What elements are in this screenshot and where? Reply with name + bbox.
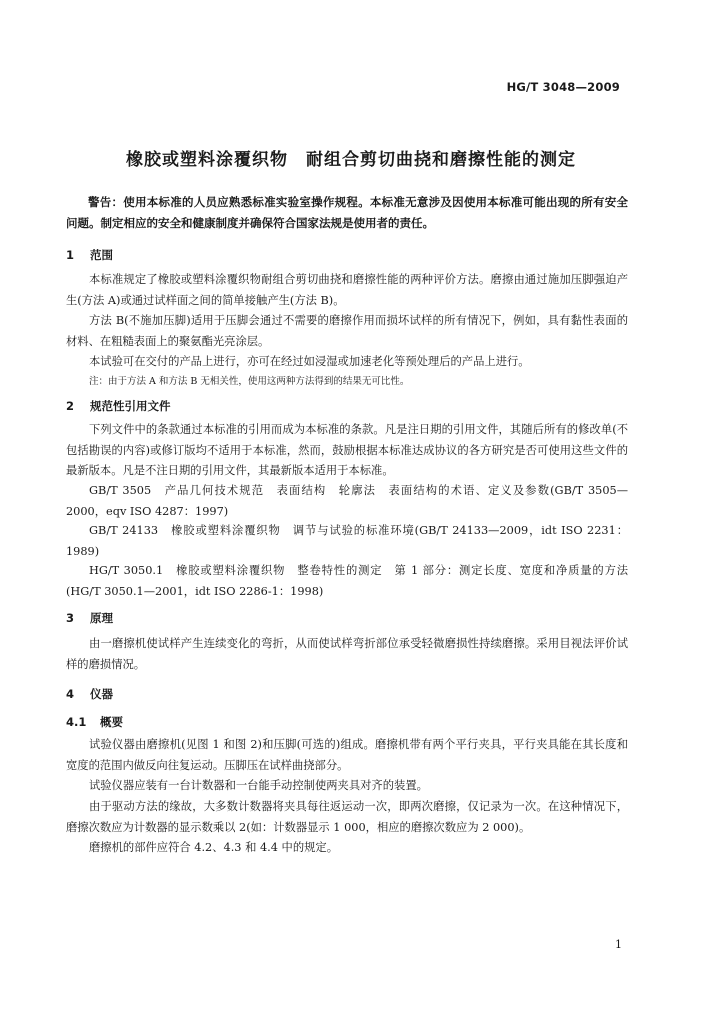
document-title: 橡胶或塑料涂覆织物 耐组合剪切曲挠和磨擦性能的测定 — [126, 150, 576, 170]
scope-paragraph-1: 本标准规定了橡胶或塑料涂覆织物耐组合剪切曲挠和磨擦性能的两种评价方法。磨擦由通过施加压脚强迫产生(方法 A)或通过试样面之间的简单接触产生(方法 B)。 — [66, 273, 628, 307]
standard-code: HG/T 3048—2009 — [506, 80, 620, 94]
overview-paragraph-1: 试验仪器由磨擦机(见图 1 和图 2)和压脚(可选的)组成。磨擦机带有两个平行夹具，平行夹具能在其长度和宽度的范围内做反向往复运动。压脚压在试样曲挠部分。 — [66, 738, 628, 772]
overview-paragraph-4: 磨擦机的部件应符合 4.2、4.3 和 4.4 中的规定。 — [89, 841, 339, 854]
overview-paragraph-3: 由于驱动方法的缘故，大多数计数器将夹具每往返运动一次，即两次磨擦，仅记录为一次。在这种情况下，磨擦次数应为计数器的显示数乘以 2(如：计数器显示 1 000，相应的磨擦次数应为 2 000)。 — [66, 800, 628, 834]
principle-paragraph: 由一磨擦机使试样产生连续变化的弯折，从而使试样弯折部位承受轻微磨损性持续磨擦。采用目视法评价试样的磨损情况。 — [66, 637, 628, 671]
scope-note: 注：由于方法 A 和方法 B 无相关性，使用这两种方法得到的结果无可比性。 — [89, 376, 410, 387]
section-title: 原理 — [90, 611, 113, 625]
section-4-1-heading — [66, 714, 123, 730]
section-2-heading — [66, 398, 171, 414]
reference-item: HG/T 3050.1 橡胶或塑料涂覆织物 整卷特性的测定 第 1 部分：测定长度、宽度和净质量的方法(HG/T 3050.1—2001，idt ISO 2286-1：1998) — [66, 564, 628, 598]
section-number: 4.1 — [66, 715, 87, 729]
warning-paragraph: 警告：使用本标准的人员应熟悉标准实验室操作规程。本标准无意涉及因使用本标准可能出现的所有安全问题。制定相应的安全和健康制度并确保符合国家法规是使用者的责任。 — [66, 195, 628, 230]
section-3-heading — [66, 610, 113, 626]
section-number: 2 — [66, 399, 75, 413]
reference-item: GB/T 3505 产品几何技术规范 表面结构 轮廓法 表面结构的术语、定义及参数(GB/T 3505—2000，eqv ISO 4287：1997) — [66, 484, 628, 518]
overview-paragraph-2: 试验仪器应装有一台计数器和一台能手动控制使两夹具对齐的装置。 — [89, 779, 428, 792]
section-1-heading — [66, 247, 113, 263]
section-number: 1 — [66, 248, 75, 262]
normative-intro: 下列文件中的条款通过本标准的引用而成为本标准的条款。凡是注日期的引用文件，其随后所有的修改单(不包括勘误的内容)或修订版均不适用于本标准，然而，鼓励根据本标准达成协议的各方研究是否可使用这些文件的最新版本。凡是不注日期的引用文件，其最新版本适用于本标准。 — [66, 423, 628, 477]
section-title: 规范性引用文件 — [90, 399, 171, 413]
reference-item: GB/T 24133 橡胶或塑料涂覆织物 调节与试验的标准环境(GB/T 24133—2009，idt ISO 2231：1989) — [66, 524, 628, 558]
section-number: 4 — [66, 687, 75, 701]
section-title: 概要 — [100, 715, 123, 729]
scope-paragraph-2: 方法 B(不施加压脚)适用于压脚会通过不需要的磨擦作用而损坏试样的所有情况下，例如，具有黏性表面的材料、在粗糙表面上的聚氨酯光亮涂层。 — [66, 314, 628, 348]
section-title: 范围 — [90, 248, 113, 262]
section-4-heading — [66, 686, 113, 702]
section-title: 仪器 — [90, 687, 113, 701]
page-number: 1 — [615, 938, 622, 951]
scope-paragraph-3: 本试验可在交付的产品上进行，亦可在经过如浸湿或加速老化等预处理后的产品上进行。 — [89, 355, 530, 368]
section-number: 3 — [66, 611, 75, 625]
